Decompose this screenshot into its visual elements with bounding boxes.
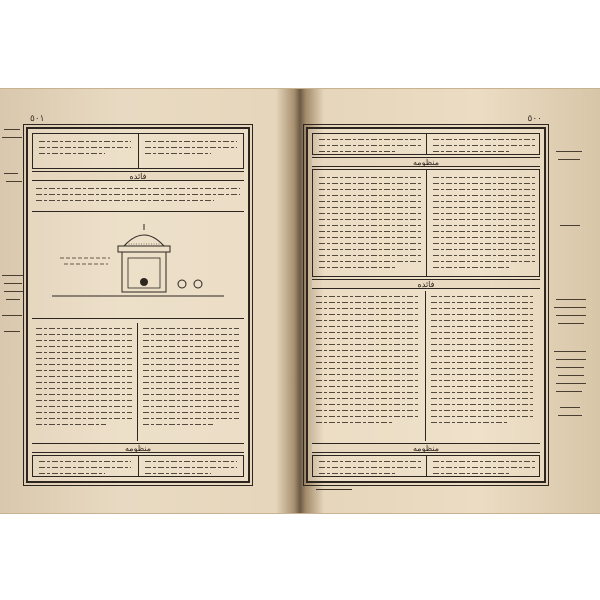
right-page xyxy=(306,114,546,483)
section-title-2: فائده xyxy=(417,280,435,289)
section-heading xyxy=(32,171,244,181)
sub-title: منظومه xyxy=(125,444,151,453)
sub-heading xyxy=(32,443,244,453)
section-heading xyxy=(312,157,540,167)
verse-block-top xyxy=(312,133,540,155)
verse-block-top xyxy=(32,133,244,169)
text-block xyxy=(32,183,244,209)
verse-block-middle xyxy=(312,169,540,277)
verse-block-bottom xyxy=(312,455,540,477)
section-title: فائده xyxy=(129,172,147,181)
section-heading-2 xyxy=(312,279,540,289)
shrine-illustration xyxy=(32,212,244,319)
book-spread xyxy=(0,88,600,514)
sub-title: منظومه xyxy=(413,444,439,453)
text-block-two-column xyxy=(312,291,540,441)
catchword xyxy=(316,489,352,490)
folio-number: ٥٠٠ xyxy=(527,114,542,124)
section-title: منظومه xyxy=(413,158,439,167)
folio-number: ٥٠١ xyxy=(30,114,45,124)
left-page xyxy=(26,114,250,483)
verse-block-bottom xyxy=(32,455,244,477)
text-block-two-column xyxy=(32,323,244,441)
illustration-area xyxy=(32,211,244,319)
sub-heading xyxy=(312,443,540,453)
